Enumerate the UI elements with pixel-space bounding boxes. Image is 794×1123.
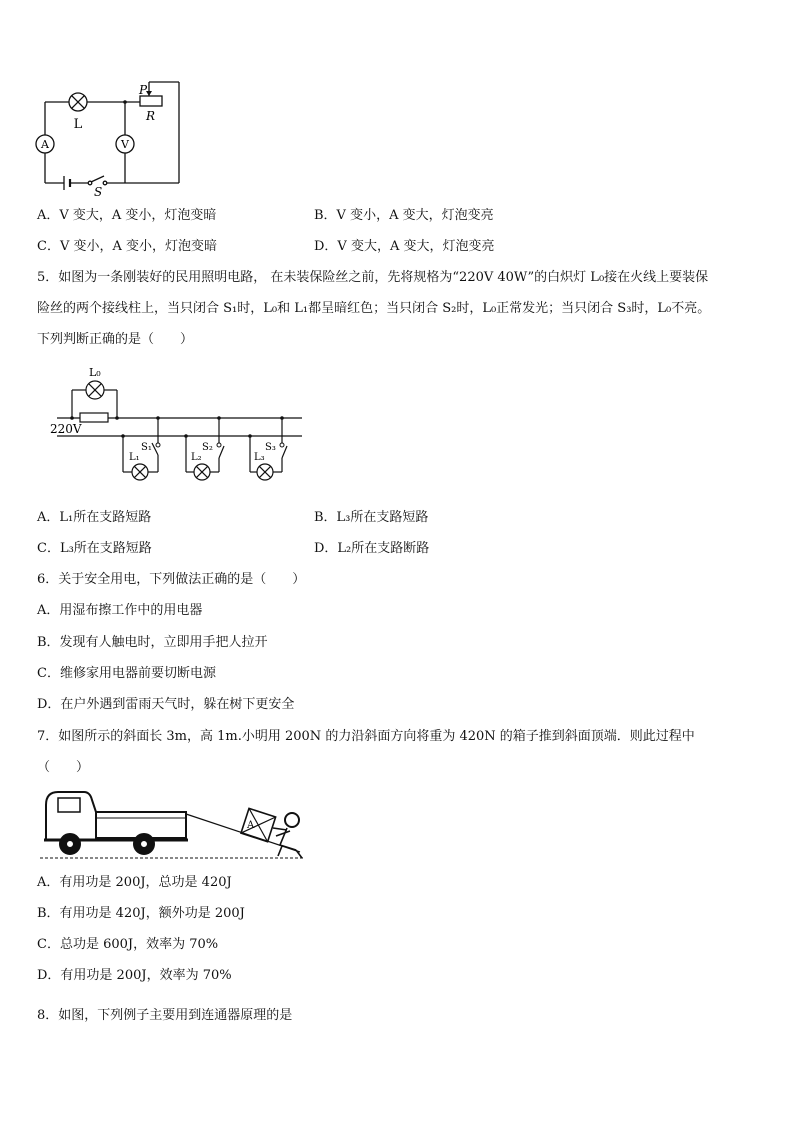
lamp-l2-label: L₂	[191, 452, 202, 463]
q6-option-c: C．维修家用电器前要切断电源	[37, 666, 216, 681]
q5-stem-line2: 险丝的两个接线柱上，当只闭合 S₁时，L₀和 L₁都呈暗红色；当只闭合 S₂时，L₀正常发光；当只闭合 S₃时，L₀不亮。	[37, 301, 711, 316]
q7-stem-line1: 7．如图所示的斜面长 3m，高 1m.小明用 200N 的力沿斜面方向将重为 420N 的箱子推到斜面顶端．则此过程中	[37, 729, 695, 744]
slider-label: P	[139, 83, 148, 97]
voltage-label: 220V	[50, 422, 82, 436]
switch-s3-label: S₃	[265, 442, 276, 453]
q6-stem: 6．关于安全用电，下列做法正确的是（ ）	[37, 572, 306, 587]
q7-option-c: C．总功是 600J，效率为 70%	[37, 937, 219, 952]
q5-option-b: B．L₃所在支路短路	[314, 510, 429, 525]
q4-option-d: D．V 变大，A 变大，灯泡变亮	[314, 239, 495, 254]
switch-s2-label: S₂	[202, 442, 213, 453]
q7-option-d: D．有用功是 200J，效率为 70%	[37, 968, 232, 983]
lamp-l3-label: L₃	[254, 452, 265, 463]
q7-option-b: B．有用功是 420J，额外功是 200J	[37, 906, 245, 921]
q6-option-d: D．在户外遇到雷雨天气时，躲在树下更安全	[37, 697, 295, 712]
q7-option-a: A．有用功是 200J，总功是 420J	[37, 875, 232, 890]
voltmeter-label: V	[121, 138, 129, 151]
q4-option-b: B．V 变小，A 变大，灯泡变亮	[314, 208, 494, 223]
q6-option-a: A．用湿布擦工作中的用电器	[37, 603, 203, 618]
q5-option-c: C．L₃所在支路短路	[37, 541, 152, 556]
q6-option-b: B．发现有人触电时，立即用手把人拉开	[37, 635, 268, 650]
q8-stem: 8．如图，下列例子主要用到连通器原理的是	[37, 1008, 293, 1023]
q5-stem-line1: 5．如图为一条刚装好的民用照明电路， 在未装保险丝之前，先将规格为“220V 40W”的白炽灯 L₀接在火线上要装保	[37, 270, 709, 285]
q5-stem-line3: 下列判断正确的是（ ）	[37, 332, 194, 347]
lamp-l1-label: L₁	[129, 452, 140, 463]
q7-stem-line2: （ ）	[37, 760, 90, 775]
lamp-label: L	[73, 117, 83, 132]
q5-option-a: A．L₁所在支路短路	[37, 510, 152, 525]
q4-option-a: A．V 变大，A 变小，灯泡变暗	[37, 208, 217, 223]
switch-s1-label: S₁	[141, 442, 152, 453]
q5-option-d: D．L₂所在支路断路	[314, 541, 430, 556]
switch-label: S	[94, 185, 103, 199]
q4-option-c: C．V 变小，A 变小，灯泡变暗	[37, 239, 217, 254]
l0-label: L₀	[89, 366, 101, 379]
rheostat-label: R	[146, 109, 156, 123]
box-label: A	[247, 820, 255, 831]
ammeter-label: A	[41, 138, 49, 151]
